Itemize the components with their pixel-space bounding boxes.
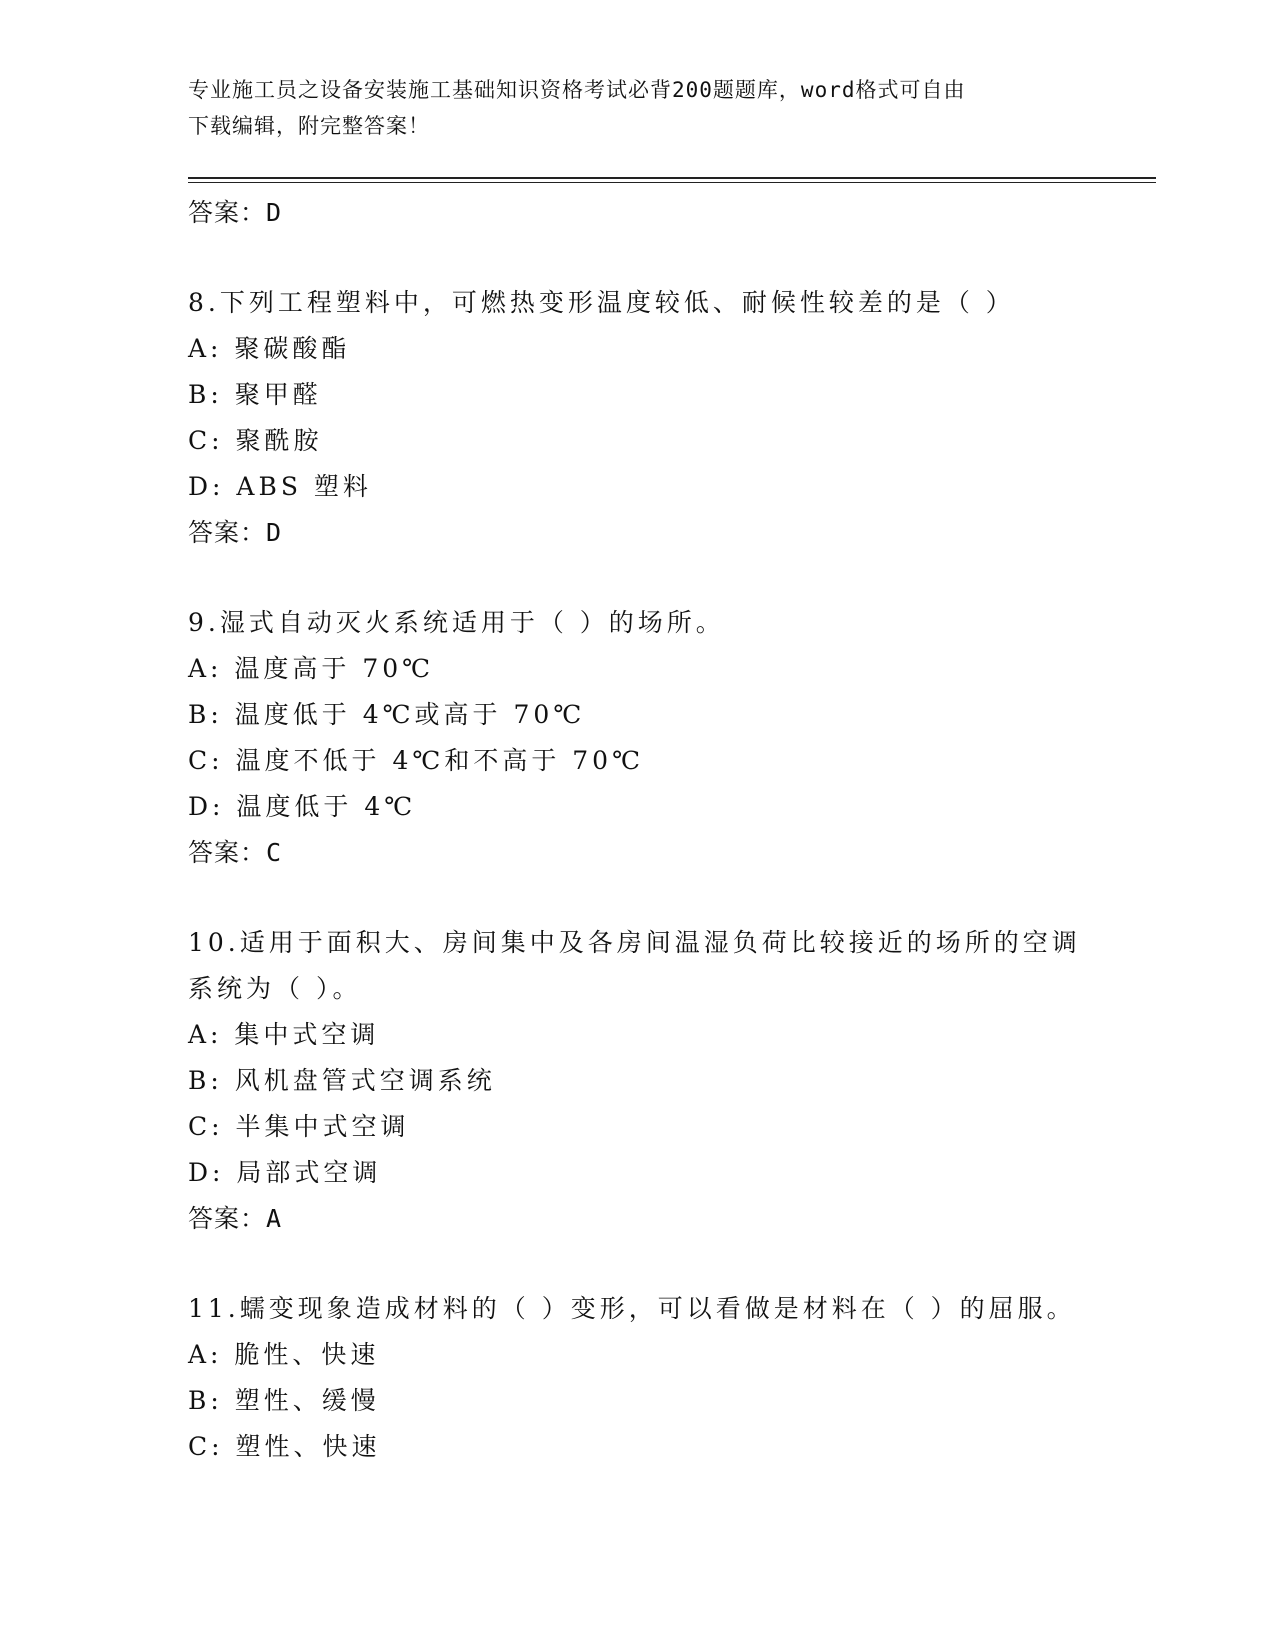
header-line-2: 下载编辑，附完整答案！ — [188, 114, 430, 138]
option-c: C: 半集中式空调 — [188, 1112, 410, 1141]
question-stem-line-2: 系统为（ ）。 — [188, 974, 362, 1003]
option-a: A: 集中式空调 — [188, 1020, 380, 1049]
option-d: D: ABS 塑料 — [188, 472, 372, 501]
option-b: B: 温度低于 4℃或高于 70℃ — [188, 700, 586, 729]
option-b: B: 塑性、缓慢 — [188, 1386, 380, 1415]
question-9 — [188, 600, 1088, 876]
header-divider-thick — [188, 177, 1156, 179]
option-c: C: 聚酰胺 — [188, 426, 323, 455]
question-stem: 11.蠕变现象造成材料的（ ）变形，可以看做是材料在（ ）的屈服。 — [188, 1294, 1076, 1323]
option-b: B: 风机盘管式空调系统 — [188, 1066, 496, 1095]
option-c: C: 塑性、快速 — [188, 1432, 381, 1461]
answer: 答案：A — [188, 1204, 283, 1233]
option-d: D: 局部式空调 — [188, 1158, 382, 1187]
question-stem: 8.下列工程塑料中，可燃热变形温度较低、耐候性较差的是（ ） — [188, 288, 1015, 317]
answer-previous: 答案：D — [188, 198, 283, 227]
header-divider-thin — [188, 182, 1156, 183]
option-a: A: 脆性、快速 — [188, 1340, 380, 1369]
question-stem: 9.湿式自动灭火系统适用于（ ）的场所。 — [188, 608, 725, 637]
question-10 — [188, 920, 1088, 1242]
option-c: C: 温度不低于 4℃和不高于 70℃ — [188, 746, 645, 775]
header-line-1: 专业施工员之设备安装施工基础知识资格考试必背200题题库，word格式可自由 — [188, 78, 966, 102]
question-8 — [188, 280, 1088, 556]
question-11 — [188, 1286, 1088, 1470]
option-a: A: 温度高于 70℃ — [188, 654, 435, 683]
option-d: D: 温度低于 4℃ — [188, 792, 417, 821]
question-list — [188, 190, 1088, 1470]
question-stem-line-1: 10.适用于面积大、房间集中及各房间温湿负荷比较接近的场所的空调 — [188, 928, 1081, 957]
document-header — [188, 72, 1068, 144]
option-a: A: 聚碳酸酯 — [188, 334, 351, 363]
answer: 答案：C — [188, 838, 283, 867]
answer: 答案：D — [188, 518, 283, 547]
option-b: B: 聚甲醛 — [188, 380, 322, 409]
